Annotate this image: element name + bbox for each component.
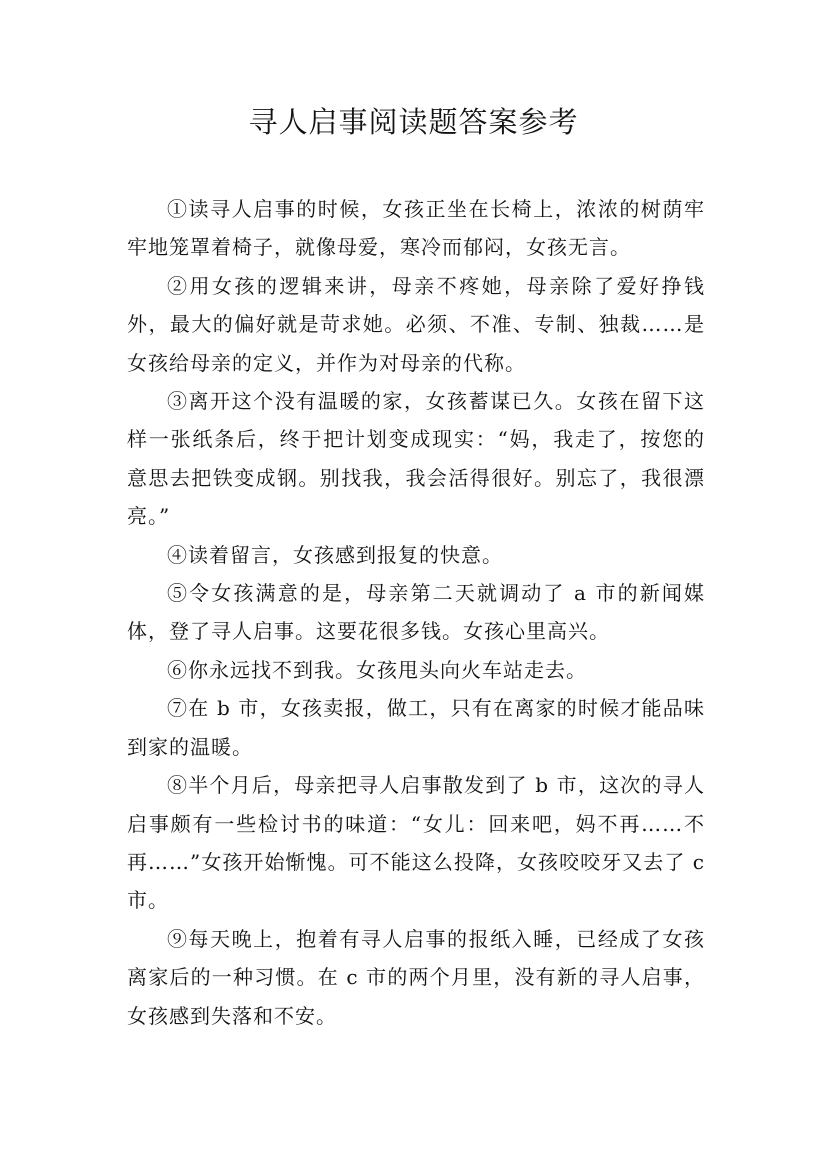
paragraph-9: ⑨每天晚上，抱着有寻人启事的报纸入睡，已经成了女孩离家后的一种习惯。在 c 市的两个月里，没有新的寻人启事，女孩感到失落和不安。 [127,926,705,1028]
paragraph-3: ③离开这个没有温暖的家，女孩蓄谋已久。女孩在留下这样一张纸条后，终于把计划变成现实：“妈，我走了，按您的意思去把铁变成钢。别找我，我会活得很好。别忘了，我很漂亮。” [127,389,705,529]
paragraph-1: ①读寻人启事的时候，女孩正坐在长椅上，浓浓的树荫牢牢地笼罩着椅子，就像母爱，寒冷而郁闷，女孩无言。 [127,197,705,260]
paragraph-2: ②用女孩的逻辑来讲，母亲不疼她，母亲除了爱好挣钱外，最大的偏好就是苛求她。必须、不准、专制、独裁……是女孩给母亲的定义，并作为对母亲的代称。 [127,273,705,375]
paragraph-6: ⑥你永远找不到我。女孩甩头向火车站走去。 [167,657,587,682]
paragraph-4: ④读着留言，女孩感到报复的快意。 [167,542,503,567]
paragraph-5: ⑤令女孩满意的是，母亲第二天就调动了 a 市的新闻媒体，登了寻人启事。这要花很多钱。女孩心里高兴。 [127,581,705,644]
paragraph-8: ⑧半个月后，母亲把寻人启事散发到了 b 市，这次的寻人启事颇有一些检讨书的味道：“女儿：回来吧，妈不再……不再……”女孩开始惭愧。可不能这么投降，女孩咬咬牙又去了 c 市。 [127,773,705,913]
paragraph-7: ⑦在 b 市，女孩卖报，做工，只有在离家的时候才能品味到家的温暖。 [127,696,705,759]
document-title: 寻人启事阅读题答案参考 [248,105,579,139]
document-body [127,190,705,1035]
